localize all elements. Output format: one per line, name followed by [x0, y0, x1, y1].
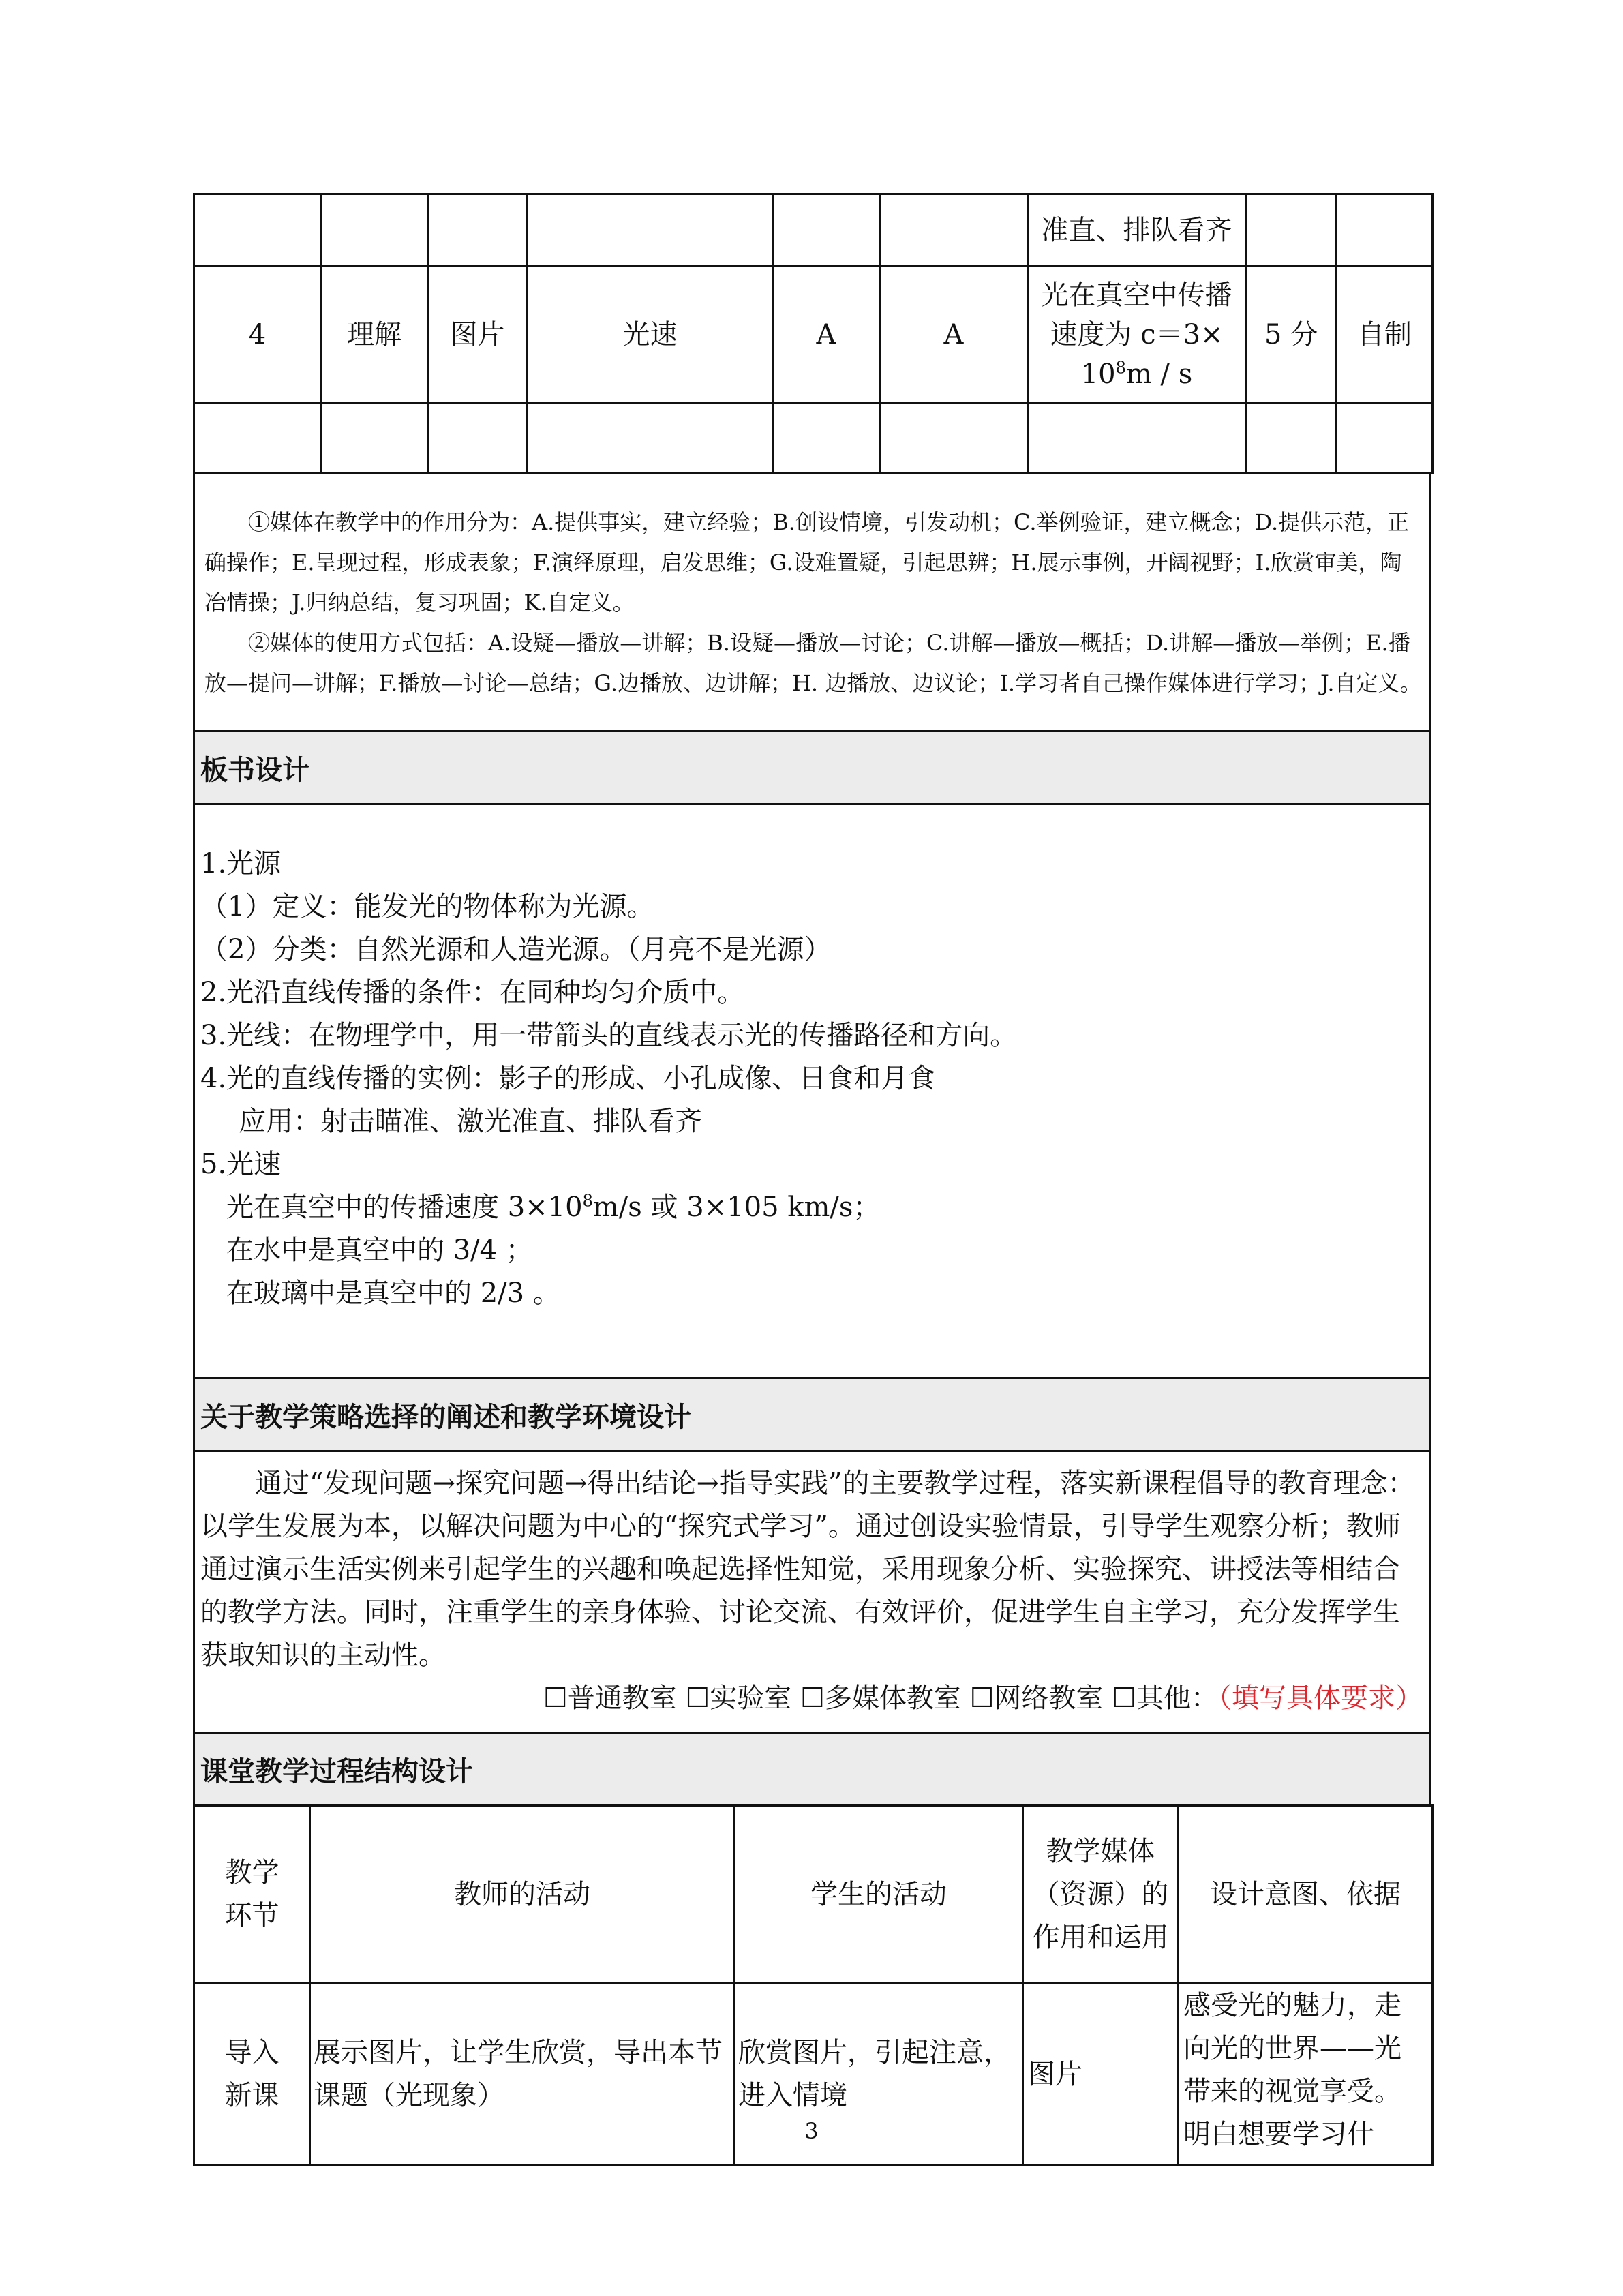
environment-checkboxes[interactable]: ☐普通教室 ☐实验室 ☐多媒体教室 ☐网络教室 ☐其他： — [543, 1682, 1218, 1714]
strategy-heading: 关于教学策略选择的阐述和教学环境设计 — [194, 1378, 1431, 1451]
media-cell-description: 准直、排队看齐 — [1028, 194, 1246, 267]
page-number: 3 — [804, 2118, 819, 2144]
board-design-heading: 板书设计 — [194, 731, 1431, 804]
speed-text: 光在真空中的传播速度 3×10 — [226, 1192, 583, 1223]
media-cell — [321, 403, 428, 474]
board-line: 1.光源 — [200, 848, 282, 879]
strategy-paragraph: 通过“发现问题→探究问题→得出结论→指导实践”的主要教学过程，落实新课程倡导的教育理念：以学生发展为本，以解决问题为中心的“探究式学习”。通过创设实验情景，引导学生观察分析；教师通过演示生活实例来引起学生的兴趣和唤起选择性知觉，采用现象分析、实验探究、讲授法等相结合的教学方法。同时，注重学生的亲身体验、讨论交流、有效评价，促进学生自主学习，充分发挥学生获取知识的主动性。 — [200, 1468, 1415, 1671]
row-intent: 感受光的魅力，走向光的世界——光带来的视觉享受。明白想要学习什 — [1179, 1984, 1433, 2166]
media-cell — [1337, 194, 1433, 267]
environment-options — [200, 1677, 1423, 1720]
board-line: （1）定义：能发光的物体称为光源。 — [200, 891, 654, 922]
media-row — [194, 267, 1433, 403]
header-media: 教学媒体（资源）的作用和运用 — [1023, 1806, 1179, 1984]
row-stage: 导入新课 — [194, 1984, 310, 2166]
row-media: 图片 — [1023, 1984, 1179, 2166]
description-base: 10 — [1080, 358, 1116, 390]
media-cell — [773, 403, 880, 474]
description-line: 光在真空中传播 — [1041, 279, 1232, 311]
media-cell — [428, 403, 528, 474]
document-page — [193, 193, 1431, 2166]
media-cell-usage: A — [880, 267, 1028, 403]
media-cell-content: 光速 — [528, 267, 773, 403]
media-cell — [880, 403, 1028, 474]
media-cell-role: A — [773, 267, 880, 403]
note-usage: ②媒体的使用方式包括：A.设疑—播放—讲解；B.设疑—播放—讨论；C.讲解—播放—概括；D.讲解—播放—举例；E.播放—提问—讲解；F.播放—讨论—总结；G.边播放、边讲解；H. 边播放、边议论；I.学习者自己操作媒体进行学习；J.自定义。 — [204, 630, 1422, 696]
header-teacher: 教师的活动 — [310, 1806, 735, 1984]
speed-text-unit: m/s 或 3×105 km/s； — [592, 1192, 881, 1223]
media-cell — [428, 194, 528, 267]
strategy-content — [194, 1451, 1431, 1733]
description-line — [1029, 354, 1245, 394]
process-table — [193, 1804, 1434, 2166]
description-exponent: 8 — [1115, 358, 1126, 378]
description-unit: m / s — [1125, 358, 1193, 390]
media-cell — [194, 194, 321, 267]
header-intent: 设计意图、依据 — [1179, 1806, 1433, 1984]
media-cell-time: 5 分 — [1246, 267, 1337, 403]
media-cell — [528, 403, 773, 474]
board-line: 应用：射击瞄准、激光准直、排队看齐 — [239, 1106, 702, 1137]
media-cell — [194, 403, 321, 474]
board-line: 4.光的直线传播的实例：影子的形成、小孔成像、日食和月食 — [200, 1063, 936, 1094]
media-cell — [528, 194, 773, 267]
header-stage: 教学环节 — [194, 1806, 310, 1984]
board-line: 2.光沿直线传播的条件：在同种均匀介质中。 — [200, 977, 745, 1008]
board-line-speed — [200, 1186, 1423, 1229]
media-cell-description — [1028, 267, 1246, 403]
media-cell — [1337, 403, 1433, 474]
board-line: 5.光速 — [200, 1149, 282, 1180]
header-student: 学生的活动 — [735, 1806, 1023, 1984]
board-line: （2）分类：自然光源和人造光源。（月亮不是光源） — [200, 934, 832, 965]
process-header-row — [194, 1806, 1433, 1984]
media-cell-type: 图片 — [428, 267, 528, 403]
media-cell — [1246, 194, 1337, 267]
board-line: 3.光线：在物理学中，用一带箭头的直线表示光的传播路径和方向。 — [200, 1020, 1018, 1051]
board-line: 在水中是真空中的 3/4 ； — [226, 1235, 533, 1266]
media-cell — [1246, 403, 1337, 474]
speed-exponent: 8 — [582, 1191, 593, 1211]
media-cell — [321, 194, 428, 267]
media-cell — [1028, 403, 1246, 474]
media-row — [194, 403, 1433, 474]
board-design-content — [194, 804, 1431, 1378]
design-table — [193, 472, 1431, 1807]
note-roles: ①媒体在教学中的作用分为：A.提供事实，建立经验；B.创设情境，引发动机；C.举例验证，建立概念；D.提供示范，正确操作；E.呈现过程，形成表象；F.演绎原理，启发思维；G.设难置疑，引起思辨；H.展示事例，开阔视野；I.欣赏审美，陶冶情操；J.归纳总结，复习巩固；K.自定义。 — [204, 509, 1410, 616]
row-student: 欣赏图片，引起注意，进入情境 — [735, 1984, 1023, 2166]
environment-requirement: （填写具体要求） — [1218, 1682, 1423, 1714]
media-cell-index: 4 — [194, 267, 321, 403]
row-teacher: 展示图片，让学生欣赏，导出本节课题（光现象） — [310, 1984, 735, 2166]
media-cell — [773, 194, 880, 267]
process-heading: 课堂教学过程结构设计 — [194, 1733, 1431, 1806]
media-cell — [880, 194, 1028, 267]
description-line: 速度为 c＝3× — [1050, 318, 1224, 350]
media-row — [194, 194, 1433, 267]
media-cell-source: 自制 — [1337, 267, 1433, 403]
media-notes — [194, 474, 1431, 731]
media-table — [193, 193, 1434, 474]
media-cell-level: 理解 — [321, 267, 428, 403]
board-line: 在玻璃中是真空中的 2/3 。 — [226, 1278, 560, 1309]
